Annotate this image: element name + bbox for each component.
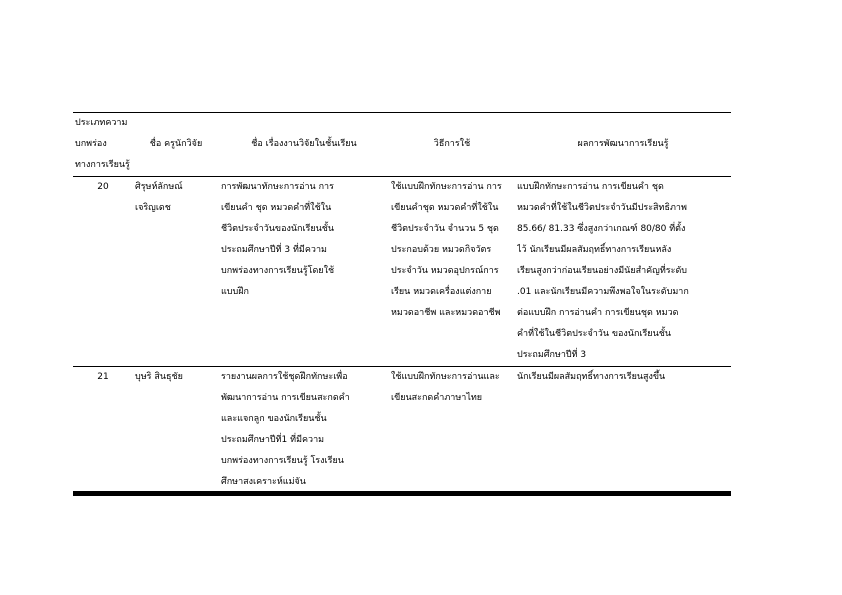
header-disability-type: ประเภทความ บกพร่อง ทางการเรียนรู้ xyxy=(75,118,130,170)
header-result: ผลการพัฒนาการเรียนรู้ xyxy=(577,139,669,149)
row-number: 21 xyxy=(97,372,109,382)
row-title: รายงานผลการใช้ชุดฝึกทักษะเพื่อ พัฒนาการอ่าน การเขียนสะกดคำ และแจกลูก ของนักเรียนชั้น ประถมศึกษาปีที่1 ที่มีความ บกพร่องทางการเรียนรู้ โรงเรียน ศึกษาสงเคราะห์แม่จัน xyxy=(221,372,350,487)
row-result: แบบฝึกทักษะการอ่าน การเขียนคำ ชุด หมวดคำที่ใช้ในชีวิตประจำวันมีประสิทธิภาพ 85.66/ 81.33 ซึ่งสูงกว่าเกณฑ์ 80/80 ที่ตั้ง ไว้ นักเรียนมีผลสัมฤทธิ์ทางการเรียนหลัง เรียนสูงกว่าก่อนเรียนอย่างมีนัยสำคัญที่ระดับ .01 และนักเรียนมีความพึงพอใจในระดับมาก ต่อแบบฝึก การอ่านคำ การเขียนชุด หมวด คำที่ใช้ในชีวิตประจำวัน ของนักเรียนชั้น ประถมศึกษาปีที่ 3 xyxy=(517,182,689,360)
row-title: การพัฒนาทักษะการอ่าน การ เขียนคำ ชุด หมวดคำที่ใช้ใน ชีวิตประจำวันของนักเรียนชั้น ประถมศึกษาปีที่ 3 ที่มีความ บกพร่องทางการเรียนรู้โดยใช้ แบบฝึก xyxy=(221,182,335,297)
table-row xyxy=(73,177,731,367)
table-header-row xyxy=(73,113,731,177)
row-result: นักเรียนมีผลสัมฤทธิ์ทางการเรียนสูงขึ้น xyxy=(517,372,666,382)
table-row xyxy=(73,367,731,494)
row-number: 20 xyxy=(97,182,109,192)
header-researcher: ชื่อ ครูนักวิจัย xyxy=(149,139,203,149)
header-research-title: ชื่อ เรื่องงานวิจัยในชั้นเรียน xyxy=(251,139,357,149)
row-researcher: ศิรุษห์ลักษณ์ เจริญเดช xyxy=(135,182,183,213)
row-researcher: บุษริ สินธุชัย xyxy=(135,372,183,382)
row-method: ใช้แบบฝึกทักษะการอ่าน การ เขียนคำชุด หมวดคำที่ใช้ใน ชีวิตประจำวัน จำนวน 5 ชุด ประกอบด้วย หมวดกิจวัตร ประจำวัน หมวดอุปกรณ์การ เรียน หมวดเครื่องแต่งกาย หมวดอาชีพ และหมวดอาชีพ xyxy=(391,182,502,318)
table-bottom-rule xyxy=(73,491,731,496)
research-table-container xyxy=(73,112,731,493)
row-method: ใช้แบบฝึกทักษะการอ่านและ เขียนสะกดคำภาษาไทย xyxy=(391,372,500,403)
header-method: วิธีการใช้ xyxy=(433,139,471,149)
research-table xyxy=(73,112,731,493)
